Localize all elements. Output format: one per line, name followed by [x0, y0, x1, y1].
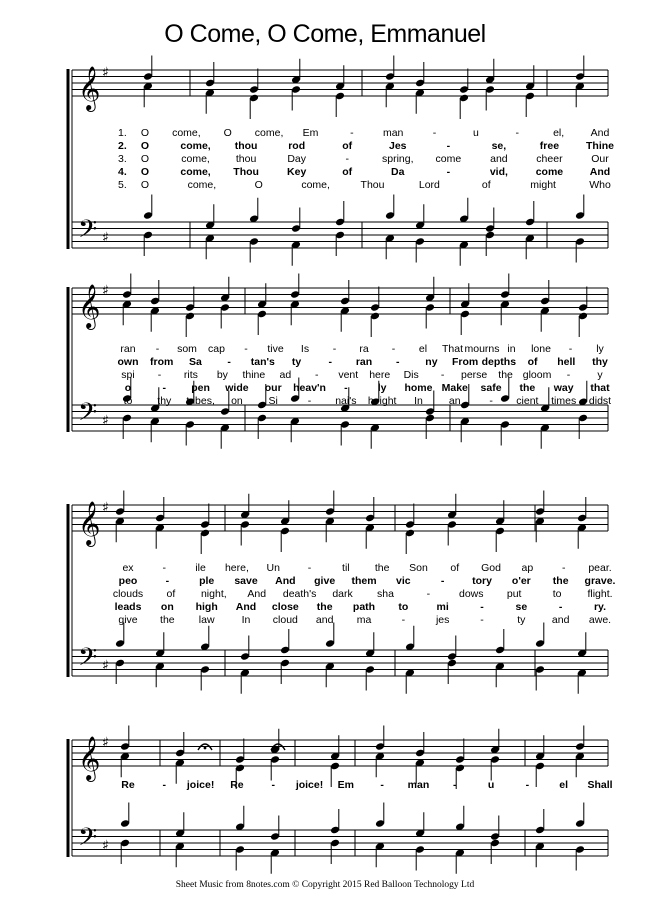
lyric-syllable: From	[452, 356, 479, 368]
bass-clef-icon: 𝄢	[78, 215, 98, 250]
lyric-syllable: law	[198, 614, 215, 626]
lyric-hyphen: -	[391, 343, 396, 355]
lyric-syllable: nai's	[335, 395, 357, 407]
lyric-syllable: And	[247, 588, 267, 600]
lyric-syllable: height	[367, 395, 397, 407]
lyric-syllable: And	[590, 127, 610, 139]
bass-clef-icon: 𝄢	[78, 643, 98, 678]
lyric-syllable: the	[160, 614, 175, 626]
lyric-hyphen: -	[380, 779, 384, 791]
lyric-syllable: of	[166, 588, 176, 600]
lyric-syllable: the	[498, 369, 513, 381]
lyric-syllable: spi	[121, 369, 135, 381]
lyric-syllable: O	[223, 127, 232, 139]
lyric-syllable: by	[216, 369, 228, 381]
lyric-syllable: come	[535, 166, 564, 178]
lyric-syllable: el,	[553, 127, 565, 139]
lyric-syllable: ap	[521, 562, 534, 574]
lyric-syllable: clouds	[112, 588, 144, 600]
fermata-dot	[204, 747, 207, 750]
lyric-syllable: the	[316, 601, 333, 613]
lyric-syllable: Jes	[389, 140, 407, 152]
lyric-syllable: cloud	[272, 614, 298, 626]
lyric-syllable: leads	[114, 601, 142, 613]
lyric-syllable: pen	[191, 382, 210, 394]
lyric-syllable: own	[117, 356, 139, 368]
lyric-syllable: ma	[356, 614, 372, 626]
lyric-hyphen: -	[440, 369, 445, 381]
lyric-hyphen: -	[344, 382, 348, 394]
lyric-syllable: o'er	[511, 575, 531, 587]
lyric-syllable: Em	[337, 779, 355, 791]
lyric-syllable: mi	[436, 601, 449, 613]
lyric-hyphen: -	[480, 601, 484, 613]
lyric-syllable: jes	[435, 614, 450, 626]
lyric-syllable: and	[490, 153, 508, 165]
lyric-syllable: an	[448, 395, 461, 407]
lyric-hyphen: -	[568, 343, 573, 355]
lyric-syllable: and	[315, 614, 334, 626]
lyric-syllable: And	[275, 575, 296, 587]
lyric-syllable: and	[551, 614, 570, 626]
copyright-footer: Sheet Music from 8notes.com © Copyright 2015 Red Balloon Technology Ltd	[175, 880, 475, 890]
lyric-syllable: give	[118, 614, 138, 626]
verse-number: 4.	[118, 166, 127, 178]
lyric-syllable: thine	[242, 369, 266, 381]
lyric-syllable: Dis	[403, 369, 419, 381]
lyric-syllable: give	[314, 575, 336, 587]
lyric-syllable: Thou	[233, 166, 259, 178]
lyric-syllable: come,	[301, 179, 330, 191]
bass-clef-icon: 𝄢	[78, 823, 98, 858]
page-title: O Come, O Come, Emmanuel	[164, 20, 486, 48]
lyric-hyphen: -	[561, 562, 566, 574]
lyric-syllable: sha	[376, 588, 394, 600]
lyric-syllable: cheer	[536, 153, 563, 165]
lyric-hyphen: -	[446, 166, 451, 178]
lyric-syllable: put	[506, 588, 522, 600]
lyric-syllable: flight.	[587, 588, 613, 600]
lyric-syllable: ly	[377, 382, 387, 394]
lyric-syllable: rits	[183, 369, 198, 381]
lyric-syllable: to	[398, 601, 409, 613]
lyric-syllable: free	[539, 140, 560, 152]
lyric-hyphen: -	[401, 614, 406, 626]
lyric-syllable: in	[507, 343, 516, 355]
lyric-syllable: In	[414, 395, 423, 407]
verse-number: 3.	[118, 153, 127, 165]
lyric-syllable: man	[382, 127, 404, 139]
verse-number: 2.	[118, 140, 127, 152]
lyric-syllable: come	[435, 153, 462, 165]
lyric-syllable: el	[418, 343, 428, 355]
lyric-syllable: of	[481, 179, 491, 191]
lyric-syllable: close	[271, 601, 299, 613]
lyric-syllable: Em	[302, 127, 319, 139]
lyric-syllable: Lord	[418, 179, 440, 191]
lyric-syllable: high	[195, 601, 218, 613]
lyric-syllable: come,	[187, 179, 217, 191]
lyric-syllable: wide	[225, 382, 249, 394]
lyric-hyphen: -	[440, 575, 445, 587]
lyric-syllable: come,	[180, 140, 211, 152]
lyric-syllable: them	[351, 575, 377, 587]
lyric-syllable: tan's	[250, 356, 275, 368]
lyric-syllable: safe	[480, 382, 502, 394]
lyric-syllable: night,	[200, 588, 227, 600]
lyric-hyphen: -	[395, 356, 400, 368]
lyric-syllable: our	[264, 382, 282, 394]
key-signature-sharp-icon: ♯	[102, 500, 109, 516]
lyric-syllable: joice!	[186, 779, 215, 791]
lyric-syllable: to	[552, 588, 562, 600]
lyric-syllable: el	[559, 779, 569, 791]
lyric-syllable: didst	[588, 395, 612, 407]
lyric-syllable: O	[140, 153, 150, 165]
lyric-syllable: death's	[282, 588, 317, 600]
lyric-syllable: thou	[234, 140, 258, 152]
lyric-syllable: the	[519, 382, 536, 394]
lyric-hyphen: -	[162, 562, 167, 574]
lyric-hyphen: -	[453, 779, 457, 791]
lyric-syllable: path	[352, 601, 376, 613]
lyric-syllable: Si	[268, 395, 278, 407]
lyric-syllable: til	[342, 562, 350, 574]
lyric-syllable: mourns	[464, 343, 500, 355]
lyric-syllable: Who	[589, 179, 611, 191]
lyric-syllable: thy	[157, 395, 172, 407]
lyric-syllable: might	[530, 179, 556, 191]
lyric-syllable: se	[515, 601, 528, 613]
lyric-syllable: cap	[208, 343, 225, 355]
lyric-syllable: Our	[591, 153, 609, 165]
lyric-syllable: heav'n	[293, 382, 326, 394]
treble-clef-icon: 𝄞	[78, 66, 101, 110]
lyric-syllable: gloom	[522, 369, 552, 381]
lyric-syllable: of	[450, 562, 460, 574]
lyric-syllable: rod	[288, 140, 306, 152]
lyric-syllable: here,	[224, 562, 249, 574]
lyric-syllable: ex	[122, 562, 134, 574]
lyric-hyphen: -	[155, 343, 160, 355]
lyric-syllable: ran	[120, 343, 136, 355]
lyric-syllable: Thou	[360, 179, 385, 191]
lyric-syllable: dark	[332, 588, 353, 600]
lyric-syllable: Thine	[586, 140, 614, 152]
lyric-syllable: Da	[391, 166, 405, 178]
lyric-syllable: vic	[396, 575, 411, 587]
lyric-syllable: times	[551, 395, 577, 407]
lyric-syllable: tive	[267, 343, 284, 355]
lyric-syllable: Make	[441, 382, 468, 394]
lyric-syllable: Is	[300, 343, 310, 355]
lyric-syllable: perse	[460, 369, 488, 381]
lyric-syllable: ly	[596, 343, 604, 355]
lyric-syllable: Un	[266, 562, 280, 574]
lyric-syllable: of	[342, 166, 353, 178]
lyric-hyphen: -	[162, 779, 167, 791]
lyric-syllable: u	[487, 779, 495, 791]
lyric-syllable: ran	[355, 356, 373, 368]
lyric-syllable: O	[140, 127, 150, 139]
lyric-hyphen: -	[165, 575, 170, 587]
verse-number: 5.	[118, 179, 127, 191]
lyric-hyphen: -	[315, 369, 319, 381]
bass-clef-icon: 𝄢	[78, 398, 98, 433]
lyric-syllable: Day	[287, 153, 306, 165]
lyric-syllable: ny	[425, 356, 438, 368]
lyric-syllable: lone	[531, 343, 551, 355]
lyric-syllable: y	[597, 369, 603, 381]
lyric-syllable: O	[140, 140, 150, 152]
lyric-hyphen: -	[350, 127, 354, 139]
lyric-hyphen: -	[345, 153, 349, 165]
lyric-syllable: depths	[481, 356, 517, 368]
treble-clef-icon: 𝄞	[78, 284, 101, 328]
lyric-syllable: the	[374, 562, 390, 574]
lyric-syllable: In	[241, 614, 251, 626]
lyric-syllable: of	[342, 140, 353, 152]
lyric-syllable: vid,	[489, 166, 508, 178]
lyric-syllable: O	[140, 179, 150, 191]
lyric-syllable: thy	[592, 356, 608, 368]
fermata-dot	[277, 747, 280, 750]
lyric-syllable: from	[150, 356, 174, 368]
lyric-syllable: ad	[279, 369, 292, 381]
lyric-syllable: dows	[459, 588, 484, 600]
lyric-syllable: the	[552, 575, 569, 587]
lyric-syllable: God	[481, 562, 501, 574]
lyric-syllable: come,	[181, 153, 210, 165]
lyric-syllable: cient	[516, 395, 539, 407]
key-signature-sharp-icon: ♯	[102, 65, 109, 81]
lyric-syllable: u	[472, 127, 479, 139]
lyric-syllable: hell	[557, 356, 576, 368]
lyric-syllable: Sa	[189, 356, 202, 368]
lyric-syllable: som	[177, 343, 197, 355]
lyric-hyphen: -	[489, 395, 493, 407]
lyric-syllable: And	[589, 166, 611, 178]
lyric-syllable: ple	[199, 575, 215, 587]
lyric-syllable: awe.	[588, 614, 612, 626]
lyric-hyphen: -	[157, 369, 162, 381]
lyric-syllable: man	[407, 779, 430, 791]
lyric-syllable: way	[553, 382, 574, 394]
lyric-hyphen: -	[332, 343, 337, 355]
lyric-syllable: here	[369, 369, 391, 381]
treble-clef-icon: 𝄞	[78, 736, 101, 780]
lyric-syllable: Son	[409, 562, 428, 574]
lyric-hyphen: -	[426, 588, 431, 600]
lyric-syllable: home	[404, 382, 433, 394]
lyric-syllable: peo	[118, 575, 138, 587]
lyric-hyphen: -	[244, 343, 248, 355]
lyric-hyphen: -	[525, 779, 530, 791]
lyric-syllable: on	[231, 395, 243, 407]
lyric-syllable: O	[254, 179, 263, 191]
lyric-hyphen: -	[227, 356, 231, 368]
lyric-syllable: come,	[180, 166, 211, 178]
lyric-syllable: Shall	[587, 779, 613, 791]
lyric-hyphen: -	[328, 356, 333, 368]
key-signature-sharp-icon: ♯	[102, 413, 109, 429]
lyric-syllable: vent	[338, 369, 359, 381]
lyric-syllable: O	[140, 166, 150, 178]
lyric-syllable: to	[123, 395, 133, 407]
lyric-hyphen: -	[480, 614, 484, 626]
lyric-syllable: ty	[517, 614, 526, 626]
lyric-syllable: And	[235, 601, 257, 613]
lyric-syllable: o	[124, 382, 132, 394]
lyric-syllable: ty	[291, 356, 302, 368]
lyric-syllable: tribes,	[186, 395, 215, 407]
verse-number: 1.	[118, 127, 127, 139]
lyric-syllable: thou	[235, 153, 257, 165]
lyric-syllable: pear.	[588, 562, 612, 574]
treble-clef-icon: 𝄞	[78, 501, 101, 545]
lyric-syllable: tory	[472, 575, 492, 587]
lyric-syllable: save	[234, 575, 258, 587]
lyric-syllable: That	[441, 343, 464, 355]
key-signature-sharp-icon: ♯	[102, 230, 109, 246]
lyric-hyphen: -	[307, 395, 312, 407]
lyric-hyphen: -	[432, 127, 437, 139]
lyric-syllable: of	[527, 356, 538, 368]
lyric-syllable: Re	[230, 779, 244, 791]
lyric-syllable: grave.	[584, 575, 616, 587]
key-signature-sharp-icon: ♯	[102, 658, 109, 674]
lyric-syllable: spring,	[382, 153, 414, 165]
lyric-syllable: that	[590, 382, 610, 394]
lyric-hyphen: -	[307, 562, 312, 574]
lyric-hyphen: -	[566, 369, 571, 381]
lyric-syllable: Key	[287, 166, 307, 178]
lyric-hyphen: -	[515, 127, 520, 139]
lyric-syllable: joice!	[295, 779, 324, 791]
key-signature-sharp-icon: ♯	[102, 735, 109, 751]
lyric-syllable: come,	[172, 127, 201, 139]
lyric-hyphen: -	[558, 601, 563, 613]
lyric-syllable: ra	[359, 343, 369, 355]
lyric-hyphen: -	[271, 779, 275, 791]
lyric-syllable: ile	[195, 562, 206, 574]
lyric-hyphen: -	[162, 382, 167, 394]
key-signature-sharp-icon: ♯	[102, 838, 109, 854]
lyric-syllable: come,	[254, 127, 284, 139]
lyric-syllable: se,	[491, 140, 507, 152]
key-signature-sharp-icon: ♯	[102, 283, 109, 299]
lyric-syllable: Re	[121, 779, 135, 791]
lyric-hyphen: -	[446, 140, 451, 152]
lyric-syllable: on	[160, 601, 174, 613]
lyric-syllable: ry.	[593, 601, 607, 613]
